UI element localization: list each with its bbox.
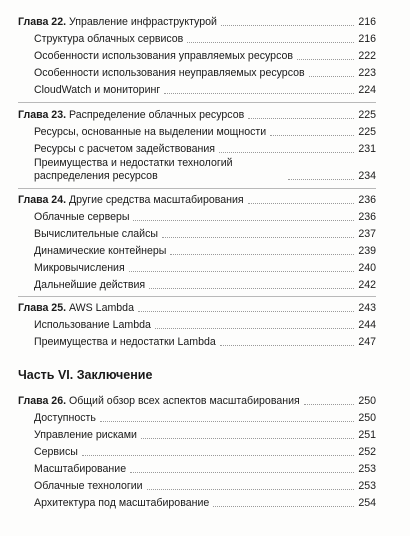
page-number: 216 <box>358 33 376 45</box>
chapter-title: Распределение облачных ресурсов <box>69 109 245 121</box>
chapter-heading[interactable] <box>18 107 376 122</box>
chapter-title: Другие средства масштабирования <box>69 194 244 206</box>
page-number: 251 <box>358 429 376 441</box>
leader-dots <box>170 254 354 255</box>
section-entry[interactable] <box>18 122 376 139</box>
leader-dots <box>220 345 355 346</box>
section-entry[interactable] <box>18 442 376 459</box>
page-number: 234 <box>358 170 376 182</box>
leader-dots <box>248 118 354 119</box>
page-number: 252 <box>358 446 376 458</box>
chapter-label: Глава 26. <box>18 395 67 407</box>
section-title: Сервисы <box>34 446 78 458</box>
chapter-title: AWS Lambda <box>69 302 134 314</box>
section-entry[interactable] <box>18 459 376 476</box>
page-number: 253 <box>358 480 376 492</box>
page-number: 253 <box>358 463 376 475</box>
page-number: 236 <box>358 211 376 223</box>
leader-dots <box>129 271 355 272</box>
section-title: Динамические контейнеры <box>34 245 167 257</box>
chapter-24 <box>18 192 376 292</box>
page-number: 216 <box>358 16 376 28</box>
chapter-23 <box>18 107 376 183</box>
page-number: 237 <box>358 228 376 240</box>
section-title: Облачные серверы <box>34 211 130 223</box>
section-title: Использование Lambda <box>34 319 151 331</box>
section-entry[interactable] <box>18 476 376 493</box>
page-number: 240 <box>358 262 376 274</box>
chapter-label: Глава 22. <box>18 16 67 28</box>
section-entry[interactable] <box>18 29 376 46</box>
leader-dots <box>149 288 354 289</box>
leader-dots <box>248 203 355 204</box>
section-entry[interactable] <box>18 425 376 442</box>
page-number: 231 <box>358 143 376 155</box>
section-title: Преимущества и недостатки технологий распределения ресурсов <box>34 157 233 182</box>
page-number: 225 <box>358 109 376 121</box>
section-title: Архитектура под масштабирование <box>34 497 210 509</box>
page-number: 254 <box>358 497 376 509</box>
section-entry[interactable] <box>18 156 376 183</box>
section-title: Особенности использования управляемых ресурсов <box>34 50 294 62</box>
leader-dots <box>221 25 354 26</box>
section-title: Особенности использования неуправляемых ресурсов <box>34 67 305 79</box>
page-number: 250 <box>358 412 376 424</box>
section-entry[interactable] <box>18 275 376 292</box>
section-entry[interactable] <box>18 332 376 349</box>
section-entry[interactable] <box>18 493 376 510</box>
section-title: Микровычисления <box>34 262 125 274</box>
leader-dots <box>100 421 354 422</box>
section-entry[interactable] <box>18 408 376 425</box>
chapter-heading[interactable] <box>18 14 376 29</box>
section-title: Ресурсы, основанные на выделении мощности <box>34 126 267 138</box>
chapter-26 <box>18 393 376 510</box>
chapter-label: Глава 25. <box>18 302 67 314</box>
chapter-label: Глава 23. <box>18 109 67 121</box>
leader-dots <box>270 135 354 136</box>
page-number: 225 <box>358 126 376 138</box>
divider <box>18 102 376 103</box>
section-entry[interactable] <box>18 63 376 80</box>
chapter-heading[interactable] <box>18 300 376 315</box>
page-number: 244 <box>358 319 376 331</box>
section-title: Масштабирование <box>34 463 127 475</box>
page-number: 242 <box>358 279 376 291</box>
part-title: Часть VI. Заключение <box>18 368 153 382</box>
chapter-title: Управление инфраструктурой <box>69 16 217 28</box>
section-entry[interactable] <box>18 139 376 156</box>
section-entry[interactable] <box>18 80 376 97</box>
section-title: Управление рисками <box>34 429 137 441</box>
section-entry[interactable] <box>18 241 376 258</box>
chapter-25 <box>18 300 376 349</box>
chapter-title: Общий обзор всех аспектов масштабирования <box>69 395 300 407</box>
page-number: 239 <box>358 245 376 257</box>
section-entry[interactable] <box>18 207 376 224</box>
chapter-heading[interactable] <box>18 393 376 408</box>
section-entry[interactable] <box>18 258 376 275</box>
divider <box>18 188 376 189</box>
section-title: Вычислительные слайсы <box>34 228 158 240</box>
page-number: 247 <box>358 336 376 348</box>
section-title: Структура облачных сервисов <box>34 33 184 45</box>
leader-dots <box>164 93 354 94</box>
leader-dots <box>130 472 354 473</box>
page-number: 243 <box>358 302 376 314</box>
chapter-heading[interactable] <box>18 192 376 207</box>
section-title: CloudWatch и мониторинг <box>34 84 161 96</box>
leader-dots <box>162 237 354 238</box>
page-number: 224 <box>358 84 376 96</box>
leader-dots <box>187 42 354 43</box>
leader-dots <box>309 76 355 77</box>
section-title: Дальнейшие действия <box>34 279 146 291</box>
chapter-label: Глава 24. <box>18 194 67 206</box>
leader-dots <box>147 489 355 490</box>
page-number: 223 <box>358 67 376 79</box>
leader-dots <box>138 311 354 312</box>
divider <box>18 296 376 297</box>
leader-dots <box>133 220 354 221</box>
section-entry[interactable] <box>18 315 376 332</box>
section-title: Преимущества и недостатки Lambda <box>34 336 216 348</box>
chapter-22 <box>18 14 376 97</box>
leader-dots <box>297 59 354 60</box>
leader-dots <box>288 179 354 180</box>
section-title: Облачные технологии <box>34 480 143 492</box>
leader-dots <box>219 152 354 153</box>
page-number: 250 <box>358 395 376 407</box>
section-entry[interactable] <box>18 224 376 241</box>
page-number: 236 <box>358 194 376 206</box>
section-title: Ресурсы с расчетом задействования <box>34 143 216 155</box>
section-title: Доступность <box>34 412 96 424</box>
leader-dots <box>213 506 354 507</box>
leader-dots <box>82 455 354 456</box>
leader-dots <box>155 328 354 329</box>
page-number: 222 <box>358 50 376 62</box>
leader-dots <box>304 404 355 405</box>
leader-dots <box>141 438 354 439</box>
section-entry[interactable] <box>18 46 376 63</box>
